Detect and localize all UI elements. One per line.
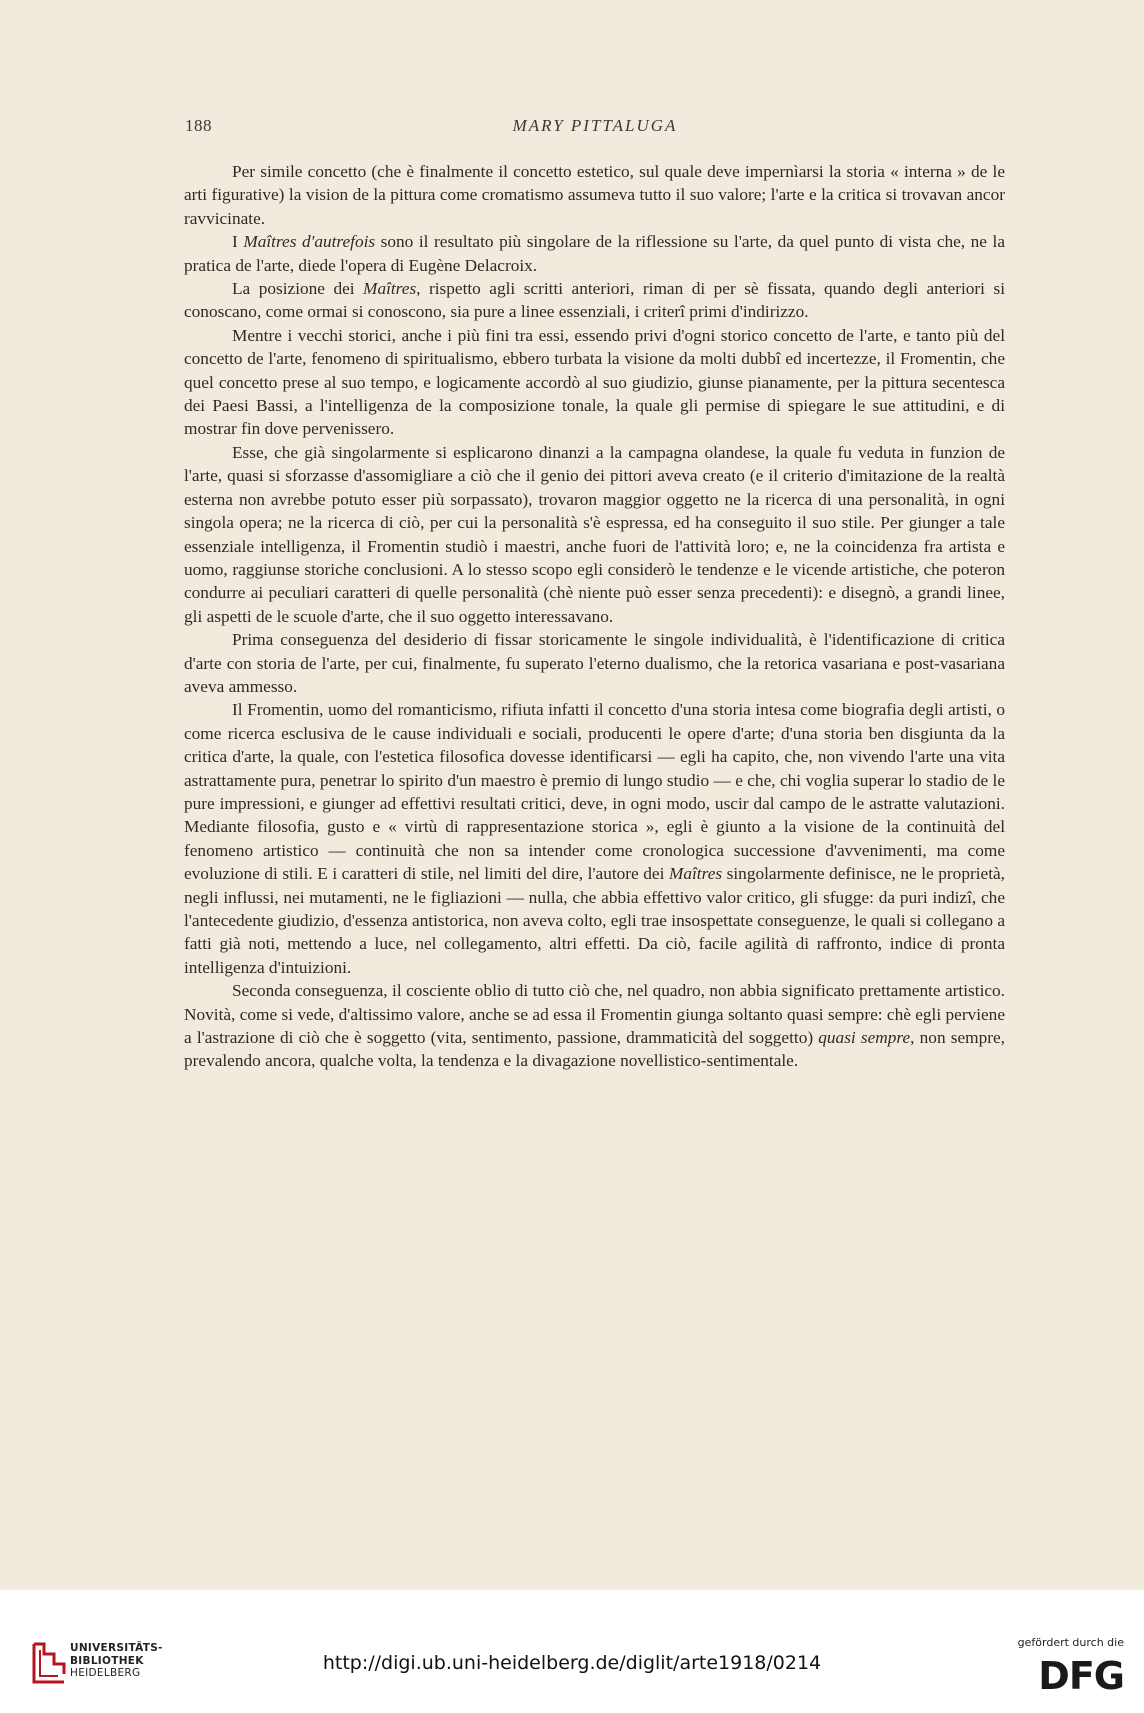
paragraph: Mentre i vecchi storici, anche i più fini tra essi, essendo privi d'ogni storico concetto de l'arte, e tanto più del concetto de l'arte, fenomeno di spiritualismo, ebbero turbata la visione da molti dubbî ed incertezze, il Fromentin, che quel concetto prese al suo tempo, e logicamente accordò al suo giudizio, giunse pianamente, per la pittura secentesca dei Paesi Bassi, a l'intelligenza de la composizione tonale, la quale gli permise di spiegare le sue attitudini, e di mostrar fin dove pervenissero. (184, 325, 1005, 439)
italic-title: Maîtres (668, 864, 723, 884)
paragraph: Esse, che già singolarmente si esplicarono dinanzi a la campagna olandese, la quale fu veduta in funzion de l'arte, quasi si sforzasse d'assomigliare a ciò che il genio dei pittori aveva creato (e il criterio d'imitazione de la realtà esterna non avrebbe potuto esser più sorpassato), trovaron maggior oggetto ne la ricerca di una personalità, in ogni singola opera; ne la ricerca di ciò, per cui la personalità s'è espressa, ed ha conseguito il suo stile. Per giunger a tale essenziale intelligenza, il Fromentin studiò i maestri, anche fuori de l'attività loro; e, ne la coincidenza fra artista e uomo, raggiunse storiche conclusioni. A lo stesso scopo egli considerò le tendenze e le vicende artistiche, che poteron condurre ai peculiari caratteri di quelle personalità (chè niente può esser senza precedenti): e disegnò, a grandi linee, gli aspetti de le scuole d'arte, che il suo oggetto interessavano. (184, 442, 1005, 626)
italic-title: Maîtres d'autrefois (243, 232, 376, 252)
paragraph: Prima conseguenza del desiderio di fissar storicamente le singole individualità, è l'identificazione di critica d'arte con storia de l'arte, per cui, finalmente, fu superato l'eterno dualismo, che la retorica vasariana e post-vasariana aveva ammesso. (184, 630, 1005, 696)
funding-label: gefördert durch die (1017, 1636, 1124, 1649)
footer-bar (0, 1590, 1144, 1713)
running-title: MARY PITTALUGA (512, 116, 678, 135)
paragraph: Seconda conseguenza, il cosciente oblio di tutto ciò che, nel quadro, non abbia significato prettamente artistico. Novità, come si vede, d'altissimo valore, anche se ad essa il Fromentin giunga soltanto quasi sempre: chè egli perviene a l'astrazione di ciò che è soggetto (vita, sentimento, passione, drammaticità del soggetto) quasi sempre, non sempre, prevalendo ancora, qualche volta, la tendenza e la divagazione novellistico-sentimentale. (184, 981, 1005, 1071)
paragraph: La posizione dei Maîtres, rispetto agli scritti anteriori, riman di per sè fissata, quando degli anteriori si conoscano, come ormai si conoscono, sia pure a linee essenziali, i criterî primi d'indirizzo. (184, 279, 1005, 322)
running-head (185, 116, 1005, 140)
italic-emphasis: quasi sempre (818, 1028, 911, 1048)
dfg-logo: DFG (1038, 1654, 1124, 1698)
library-name: UNIVERSITÄTS- BIBLIOTHEK HEIDELBERG (70, 1642, 163, 1679)
paragraph: I Maîtres d'autrefois sono il resultato più singolare de la riflessione su l'arte, da quel punto di vista che, ne la pratica de l'arte, diede l'opera di Eugène Delacroix. (184, 232, 1005, 275)
body-text (184, 160, 1005, 1073)
source-url-link[interactable]: http://digi.ub.uni-heidelberg.de/diglit/arte1918/0214 (322, 1652, 822, 1674)
paragraph: Per simile concetto (che è finalmente il concetto estetico, sul quale deve impernìarsi la storia « interna » de le arti figurative) la vision de la pittura come cromatismo assumeva tutto il suo valore; l'arte e la critica si trovavan ancor ravvicinate. (184, 162, 1005, 228)
italic-title: Maîtres (363, 279, 417, 299)
page-number: 188 (185, 116, 212, 135)
paragraph: Il Fromentin, uomo del romanticismo, rifiuta infatti il concetto d'una storia intesa come biografia degli artisti, o come ricerca esclusiva de le cause individuali e sociali, producenti le opere d'arte; d'una storia ben disgiunta da la critica d'arte, la quale, con l'estetica filosofica dovesse identificarsi — egli ha capito, che, non vivendo l'arte una vita astrattamente pura, penetrar lo spirito d'un maestro è premio di lungo studio — e che, chi voglia superar lo stadio de le pure impressioni, e giunger ad effettivi resultati critici, deve, in ogni modo, uscir dal campo de le astratte valutazioni. Mediante filosofia, gusto e « virtù di rappresentazione storica », egli è giunto a la visione de la continuità del fenomeno artistico — continuità che non sa intender come cronologica successione d'avvenimenti, ma come evoluzione di stili. E i caratteri di stile, nel limiti del dire, l'autore dei Maîtres singolarmente definisce, ne le proprietà, negli influssi, nei mutamenti, ne le figliazioni — nulla, che abbia effettivo valor critico, gli sfugge: da puri indizî, che l'antecedente giudizio, d'essenza antistorica, non aveva colto, egli trae insospettate conseguenze, le quali si collegano a fatti già noti, mettendo a luce, nel collegamento, altri effetti. Da ciò, facile agilità di raffronto, indice di pronta intelligenza d'intuizioni. (184, 700, 1005, 977)
